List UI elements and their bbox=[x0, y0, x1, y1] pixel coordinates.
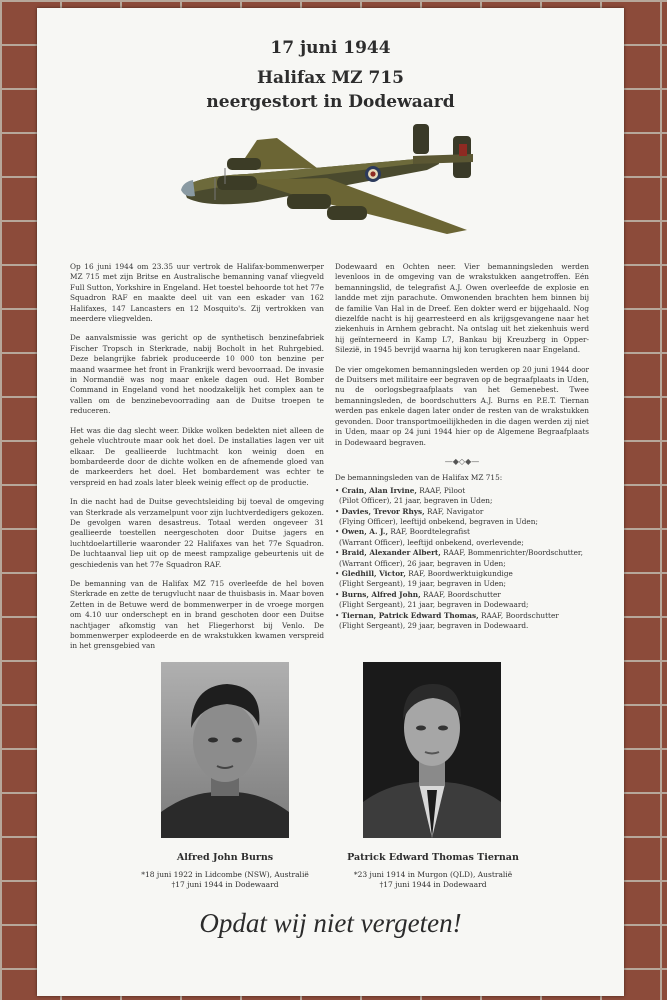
crew-entry: • Owen, A. J., RAF, Boordtelegrafist (Warrant Officer), leeftijd onbekend, overlevende; bbox=[335, 527, 589, 548]
caption-died: †17 juni 1944 in Dodewaard bbox=[379, 880, 487, 889]
story-paragraph: De aanvalsmissie was gericht op de synthetisch benzinefabriek Fischer Tropsch in Sterkrade, nabij Bocholt in het Ruhrgebied. Deze belangrijke fabriek produceerde 10 000 ton benzine per maand waarmee het front in Frankrijk werd bevoorraad. De invasie in Normandië was nog maar enkele dagen oud. Het Bomber Command in Engeland vond het noodzakelijk het complex aan te vallen om de benzinebevoorrading aan de Duitse troepen te reduceren. bbox=[70, 333, 324, 416]
crew-heading: De bemanningsleden van de Halifax MZ 715: bbox=[335, 473, 503, 483]
crew-entry: • Tiernan, Patrick Edward Thomas, RAAF, Boordschutter (Flight Sergeant), 29 jaar, begraven in Dodewaard. bbox=[335, 611, 589, 632]
portrait-patrick-edward-thomas-tiernan bbox=[363, 662, 501, 838]
story-left-column bbox=[70, 262, 324, 661]
memorial-plaque bbox=[37, 8, 624, 996]
halifax-bomber-illustration bbox=[177, 118, 477, 238]
motto: Opdat wij niet vergeten! bbox=[199, 908, 462, 938]
caption-name: Alfred John Burns bbox=[176, 852, 274, 863]
crew-detail: (Flying Officer), leeftijd onbekend, begraven in Uden; bbox=[339, 516, 538, 526]
crew-role: RAF, Navigator bbox=[427, 506, 484, 516]
caption-burns bbox=[115, 852, 335, 890]
caption-born: *23 juni 1914 in Murgon (QLD), Australië bbox=[353, 870, 513, 879]
crew-entry: • Braid, Alexander Albert, RAAF, Bommenrichter/Boordschutter, (Warrant Officer), 26 jaar, begraven in Uden; bbox=[335, 548, 589, 569]
crew-entry: • Davies, Trevor Rhys, RAF, Navigator (Flying Officer), leeftijd onbekend, begraven in Uden; bbox=[335, 507, 589, 528]
crew-role: RAF, Boordtelegrafist bbox=[390, 527, 470, 537]
portrait-alfred-john-burns bbox=[161, 662, 289, 838]
crew-name: Braid, Alexander Albert, bbox=[341, 548, 441, 558]
story-paragraph: De bemanning van de Halifax MZ 715 overleefde de hel boven Sterkrade en zette de terugvlucht naar de thuisbasis in. Maar boven Zetten in de Betuwe werd de bommenwerper in de vroege morgen om 4.10 uur onderschept en in brand geschoten door een Duitse nachtjager afkomstig van het Fliegerhorst bij Venlo. De bommenwerper explodeerde en de wrakstukken kwamen verspreid in het grensgebied van bbox=[70, 578, 324, 651]
crew-entry: • Gledhill, Victor, RAF, Boordwerktuigkundige (Flight Sergeant), 19 jaar, begraven in Uden; bbox=[335, 569, 589, 590]
story-paragraph: De vier omgekomen bemanningsleden werden op 20 juni 1944 door de Duitsers met militaire eer begraven op de begraafplaats in Uden, nu de oorlogsbegraafplaats van het Gemenebest. Twee bemanningsleden, de boordschutters A.J. Burns en P.E.T. Tiernan werden pas enkele dagen later onder de resten van de wrakstukken gevonden. Door transportmoeilijkheden in die dagen werden zij niet in Uden, maar op 24 juni 1944 hier op de Algemene Begraafplaats in Dodewaard begraven. bbox=[335, 364, 589, 447]
crew-entry: • Crain, Alan Irvine, RAAF, Piloot (Pilot Officer), 21 jaar, begraven in Uden; bbox=[335, 486, 589, 507]
story-paragraph: Dodewaard en Ochten neer. Vier bemanningsleden werden levenloos in de omgeving van de wrakstukken aangetroffen. Eén bemanningslid, de telegrafist A.J. Owen overleefde de explosie en landde met zijn parachute. Omwonenden brachten hem binnen bij de familie Van Hal in de Dreef. Een dokter werd er bijgehaald. Nog diezelfde nacht is hij gearresteerd en als krijgsgevangene naar het ziekenhuis in Arnhem gebracht. Na ontslag uit het ziekenhuis werd hij geïnterneerd in Kamp L7, Bankau bij Kreuzberg in Opper-Silezië, in 1945 bevrijd waarna hij kon terugkeren naar Engeland. bbox=[335, 262, 589, 355]
crew-name: Gledhill, Victor, bbox=[341, 568, 406, 578]
crew-role: RAAF, Boordschutter bbox=[480, 610, 559, 620]
crew-detail: (Warrant Officer), leeftijd onbekend, overlevende; bbox=[339, 537, 524, 547]
crew-detail: (Warrant Officer), 26 jaar, begraven in Uden; bbox=[339, 558, 506, 568]
crew-detail: (Pilot Officer), 21 jaar, begraven in Uden; bbox=[339, 496, 493, 506]
story-paragraph: Op 16 juni 1944 om 23.35 uur vertrok de Halifax-bommenwerper MZ 715 met zijn Britse en Australische bemanning vanaf vliegveld Full Sutton, Yorkshire in Engeland. Het toestel behoorde tot het 77e Squadron RAF en maakte deel uit van een eskader van 162 Halifaxes, 147 Lancasters en 12 Mosquito's. Zij vertrokken van meerdere vliegvelden. bbox=[70, 262, 324, 324]
crew-name: Davies, Trevor Rhys, bbox=[341, 506, 425, 516]
caption-name: Patrick Edward Thomas Tiernan bbox=[347, 852, 519, 863]
crew-role: RAAF, Boordschutter bbox=[422, 589, 501, 599]
story-paragraph: In die nacht had de Duitse gevechtsleiding bij toeval de omgeving van Sterkrade als verzamelpunt voor zijn luchtverdedigers gekozen. De gevolgen waren desastreus. Totaal werden ongeveer 31 geallieerde toestellen neergeschoten door Duitse jagers en luchtdoelartillerie waaronder 22 Halifaxes van het 77e Squadron. De luchtaanval liep uit op de meest rampzalige gebeurtenis uit de geschiedenis van het 77e Squadron RAF. bbox=[70, 497, 324, 569]
plaque-date: 17 juni 1944 bbox=[270, 38, 391, 58]
crew-entry: • Burns, Alfred John, RAAF, Boordschutter (Flight Sergeant), 21 jaar, begraven in Dodewaard; bbox=[335, 590, 589, 611]
crew-role: RAAF, Bommenrichter/Boordschutter, bbox=[443, 548, 583, 558]
crew-name: Owen, A. J., bbox=[341, 527, 388, 537]
crew-name: Crain, Alan Irvine, bbox=[341, 485, 417, 495]
crew-role: RAAF, Piloot bbox=[419, 485, 466, 495]
crew-role: RAF, Boordwerktuigkundige bbox=[408, 568, 513, 578]
plaque-header bbox=[37, 38, 624, 114]
plaque-title-line1: Halifax MZ 715 bbox=[256, 68, 404, 88]
caption-born: *18 juni 1922 in Lidcombe (NSW), Australië bbox=[141, 870, 309, 879]
caption-died: †17 juni 1944 in Dodewaard bbox=[171, 880, 279, 889]
plaque-title-line2: neergestort in Dodewaard bbox=[206, 92, 455, 112]
crew-name: Tiernan, Patrick Edward Thomas, bbox=[341, 610, 479, 620]
story-right-column bbox=[335, 262, 589, 631]
crew-name: Burns, Alfred John, bbox=[341, 589, 421, 599]
caption-tiernan bbox=[323, 852, 543, 890]
crew-detail: (Flight Sergeant), 21 jaar, begraven in Dodewaard; bbox=[339, 600, 529, 610]
ornament-divider: —◆◇◆— bbox=[444, 456, 480, 466]
crew-detail: (Flight Sergeant), 19 jaar, begraven in Uden; bbox=[339, 579, 506, 589]
crew-detail: (Flight Sergeant), 29 jaar, begraven in Dodewaard. bbox=[339, 621, 529, 630]
story-paragraph: Het was die dag slecht weer. Dikke wolken bedekten niet alleen de gehele vluchtroute maar ook het doel. De installaties lagen ver uit elkaar. De geallieerde luchtmacht kon weinig doen en bombardeerde door de dichte wolken en de afnemende gloed van de markeerders het doel. Het bombardement was echter te verspreid en had zoals later bleek weinig effect op de productie. bbox=[70, 425, 324, 487]
